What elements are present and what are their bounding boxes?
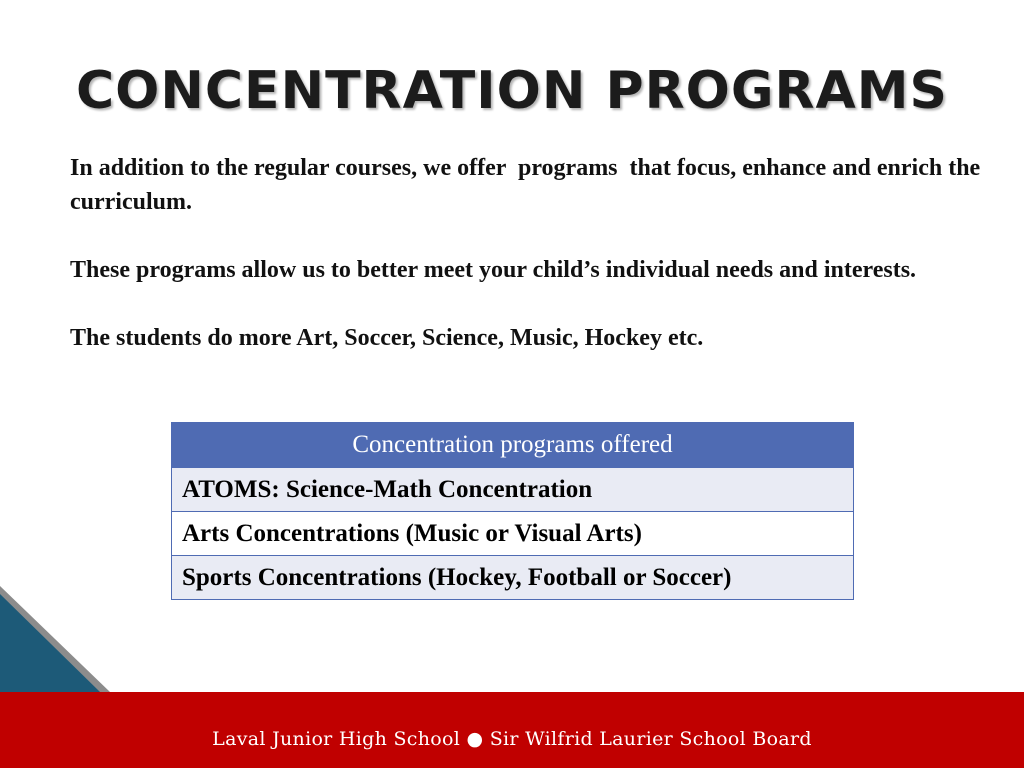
needs-paragraph: These programs allow us to better meet your child’s individual needs and interests. [70,257,917,283]
activities-paragraph: The students do more Art, Soccer, Science, Music, Hockey etc. [70,325,704,351]
slide-title: CONCENTRATION PROGRAMS [76,61,948,121]
table-row [172,556,854,600]
corner-triangle-decoration [0,586,110,692]
footer-text: Laval Junior High School ● Sir Wilfrid Laurier School Board [212,728,812,750]
table-header-cell: Concentration programs offered [172,423,854,468]
table-header-row [172,423,854,468]
programs-table [171,422,854,600]
table-row [172,512,854,556]
table-cell-sports: Sports Concentrations (Hockey, Football or Soccer) [172,556,854,600]
table-cell-atoms: ATOMS: Science-Math Concentration [172,468,854,512]
intro-paragraph: In addition to the regular courses, we offer programs that focus, enhance and enrich the curriculum. [70,155,987,215]
slide-body [70,151,990,389]
table-row [172,468,854,512]
table-cell-arts: Arts Concentrations (Music or Visual Arts) [172,512,854,556]
